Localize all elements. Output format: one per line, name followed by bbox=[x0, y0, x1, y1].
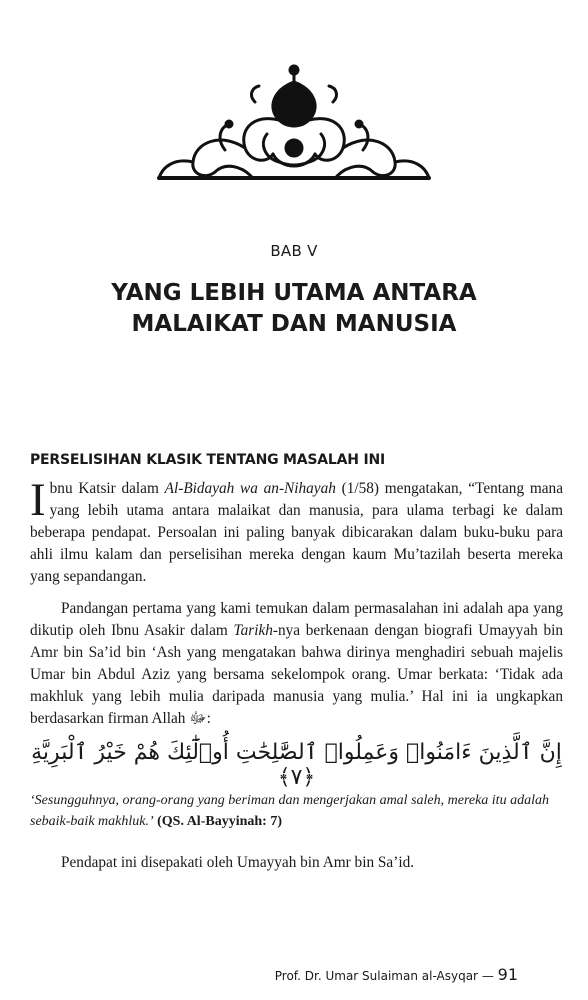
tarikh-italic: Tarikh bbox=[233, 622, 273, 639]
paragraph-3: Pendapat ini disepakati oleh Umayyah bin Amr bin Sa’id. bbox=[61, 854, 415, 871]
footer-dash: — bbox=[478, 969, 498, 983]
verse-translation bbox=[30, 790, 563, 832]
page-number: 91 bbox=[497, 965, 518, 984]
paragraph-1-text-c: (1/58) mengatakan, “Tentang mana yang lebih utama antara malaikat dan manusia, para ulama terbagi ke dalam beberapa pendapat. Persoalan ini paling banyak dibicarakan dalam buku-buku para ahli ilmu kalam dan perselisihan mereka dengan kaum Mu’tazilah beserta mereka yang sepandangan. bbox=[30, 480, 563, 585]
paragraph-2-text-a: Pandangan pertama yang kami temukan dalam permasalahan ini adalah apa yang dikutip oleh Ibnu Asakir dalam bbox=[30, 600, 563, 639]
chapter-title-line-1: YANG LEBIH UTAMA ANTARA bbox=[111, 280, 477, 306]
section-heading: PERSELISIHAN KLASIK TENTANG MASALAH INI bbox=[30, 452, 386, 468]
arabic-verse: إِنَّ ٱلَّذِينَ ءَامَنُوا۟ وَعَمِلُوا۟ ٱلصَّٰلِحَٰتِ أُو۟لَٰٓئِكَ هُمْ خَيْرُ ٱلْبَرِيَّةِ ﴿٧﴾ bbox=[31, 740, 562, 790]
paragraph-1 bbox=[30, 474, 563, 588]
translation-text: ‘Sesungguhnya, orang-orang yang beriman dan mengerjakan amal saleh, mereka itu adalah sebaik-baik makhluk.’ bbox=[30, 793, 549, 829]
chapter-title-line-2: MALAIKAT DAN MANUSIA bbox=[131, 311, 457, 337]
book-title-italic: Al-Bidayah wa an-Nihayah bbox=[164, 480, 336, 497]
paragraph-2-text-c: -nya berkenaan dengan biografi Umayyah bin Amr bin Sa’id bin ‘Ash yang mengatakan bahwa dirinya menghadiri sebuah majelis Umar bin Abdul Aziz yang bersama sekelompok orang. Umar berkata: ‘Tidak ada makhluk yang lebih mulia daripada manusia yang mulia.’ Hal ini ia ungkapkan berdasarkan firman Allah ﷻ: bbox=[30, 622, 564, 727]
floral-ornament bbox=[155, 62, 433, 180]
paragraph-1-text-a: bnu Katsir dalam bbox=[49, 480, 165, 497]
drop-cap: I bbox=[30, 474, 46, 526]
page-footer bbox=[275, 965, 518, 984]
verse-reference: (QS. Al-Bayyinah: 7) bbox=[153, 814, 282, 829]
chapter-label: BAB V bbox=[270, 242, 318, 260]
footer-author: Prof. Dr. Umar Sulaiman al-Asyqar bbox=[274, 969, 478, 983]
chapter-title bbox=[0, 278, 588, 340]
paragraph-2 bbox=[30, 598, 563, 730]
